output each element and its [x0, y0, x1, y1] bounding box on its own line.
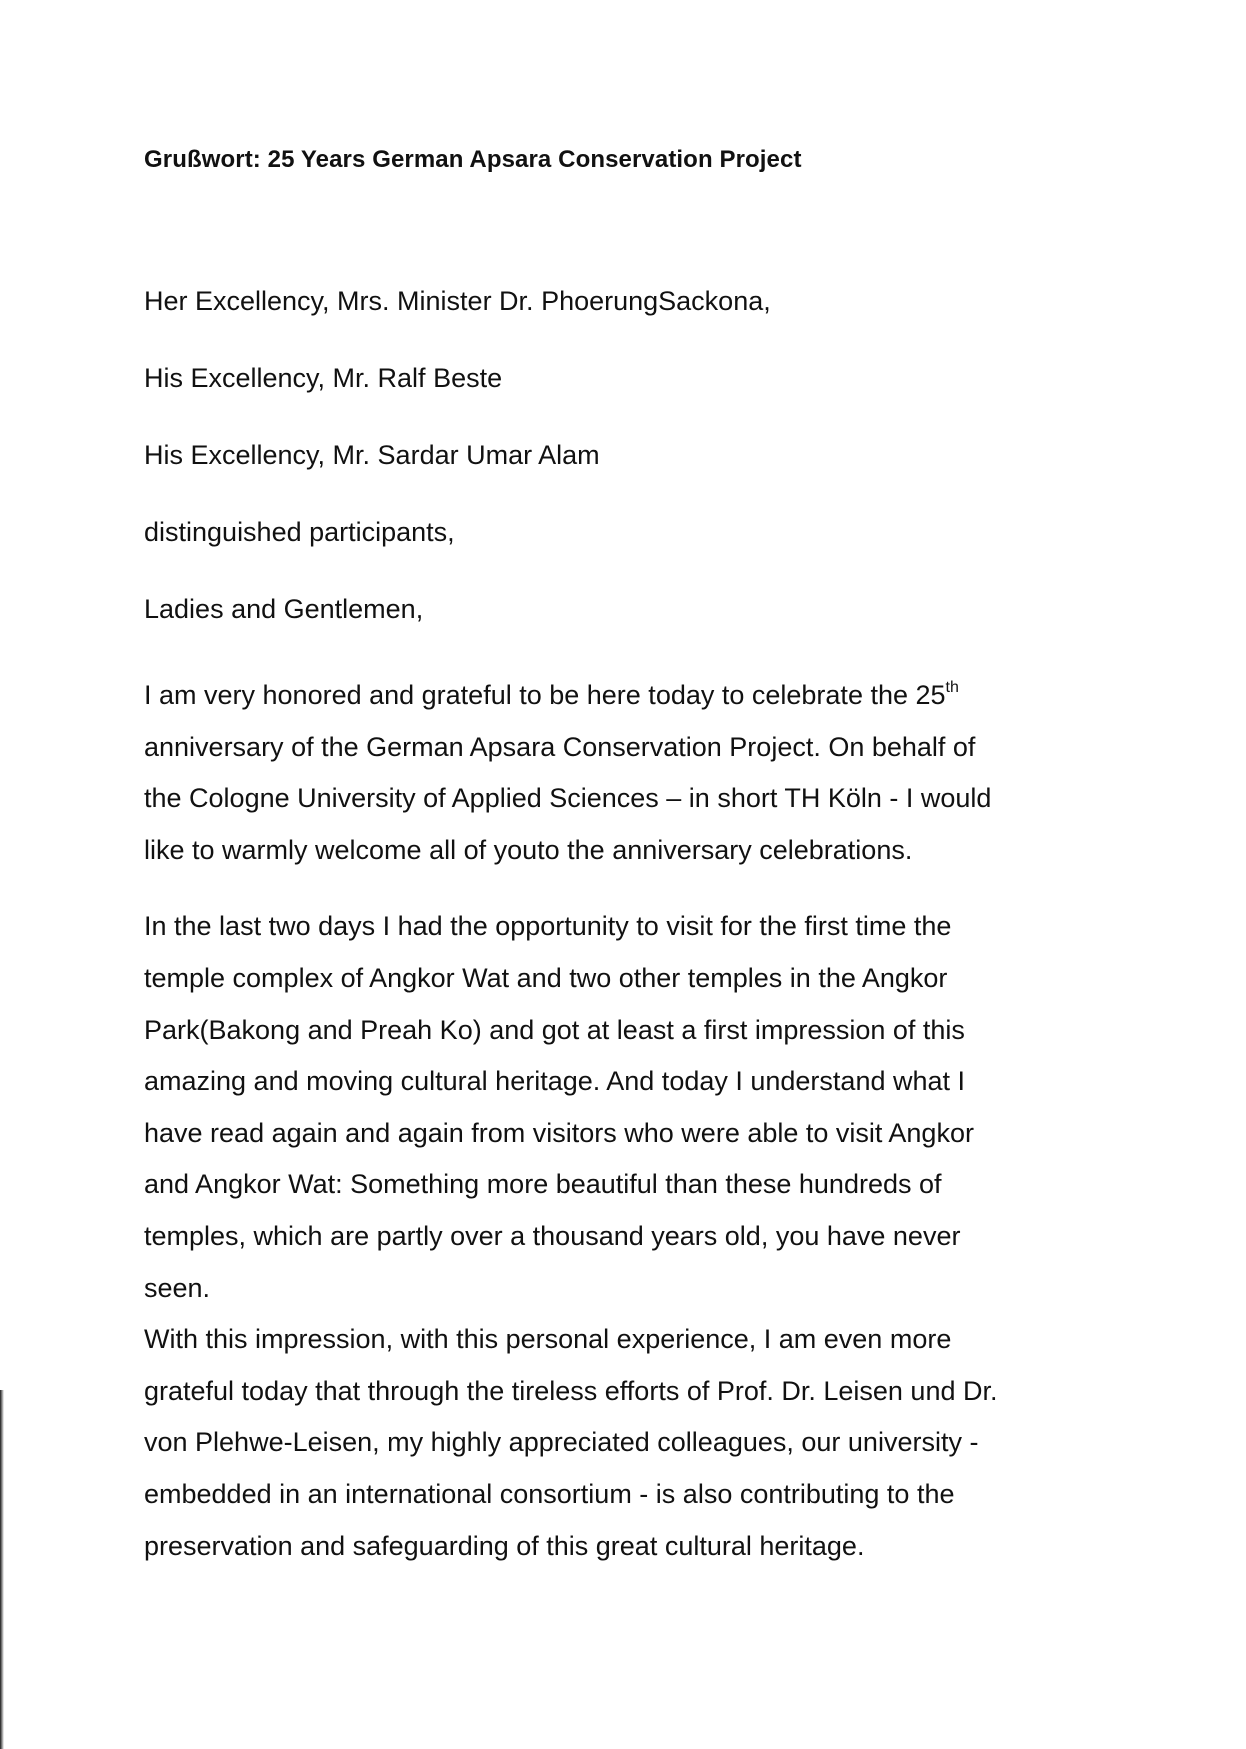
paragraph-line: seen.	[144, 1272, 211, 1303]
paragraph-welcome	[144, 670, 1144, 876]
paragraph-line: von Plehwe-Leisen, my highly appreciated colleagues, our university -	[144, 1427, 979, 1458]
salutation-list	[144, 285, 771, 670]
paragraph-line: amazing and moving cultural heritage. And today I understand what I	[144, 1066, 966, 1097]
paragraph-line: With this impression, with this personal experience, I am even more	[144, 1324, 952, 1355]
salutation-line: His Excellency, Mr. Sardar Umar Alam	[144, 440, 600, 470]
paragraph-line: temple complex of Angkor Wat and two other temples in the Angkor	[144, 962, 948, 993]
paragraph-line: anniversary of the German Apsara Conservation Project. On behalf of	[144, 731, 976, 762]
salutation-line: Her Excellency, Mrs. Minister Dr. PhoerungSackona,	[144, 286, 771, 316]
paragraph-line	[144, 670, 1144, 722]
document-heading: Grußwort: 25 Years German Apsara Conservation Project	[144, 146, 802, 173]
paragraph-visit	[144, 901, 1144, 1314]
paragraph-line: embedded in an international consortium - is also contributing to the	[144, 1478, 955, 1509]
paragraph-line: like to warmly welcome all of youto the anniversary celebrations.	[144, 834, 913, 865]
paragraph-line: In the last two days I had the opportunity to visit for the first time the	[144, 911, 952, 942]
salutation-line: distinguished participants,	[144, 517, 455, 547]
paragraph-line: the Cologne University of Applied Sciences – in short TH Köln - I would	[144, 783, 992, 814]
paragraph-line: temples, which are partly over a thousand years old, you have never	[144, 1220, 961, 1251]
paragraph-text: I am very honored and grateful to be here today to celebrate the 25	[144, 680, 946, 710]
ordinal-suffix: th	[945, 679, 959, 696]
salutation-line: His Excellency, Mr. Ralf Beste	[144, 363, 503, 393]
paragraph-spacer	[144, 876, 1144, 901]
paragraph-line: Park(Bakong and Preah Ko) and got at least a first impression of this	[144, 1014, 965, 1045]
salutation-line: Ladies and Gentlemen,	[144, 594, 424, 624]
paragraph-line: grateful today that through the tireless efforts of Prof. Dr. Leisen und Dr.	[144, 1375, 998, 1406]
document-body	[144, 670, 1144, 1572]
scan-edge-shadow	[0, 1390, 4, 1749]
paragraph-line: have read again and again from visitors who were able to visit Angkor	[144, 1117, 974, 1148]
paragraph-line: and Angkor Wat: Something more beautiful than these hundreds of	[144, 1169, 942, 1200]
paragraph-line: preservation and safeguarding of this great cultural heritage.	[144, 1530, 865, 1561]
paragraph-gratitude	[144, 1314, 1144, 1572]
